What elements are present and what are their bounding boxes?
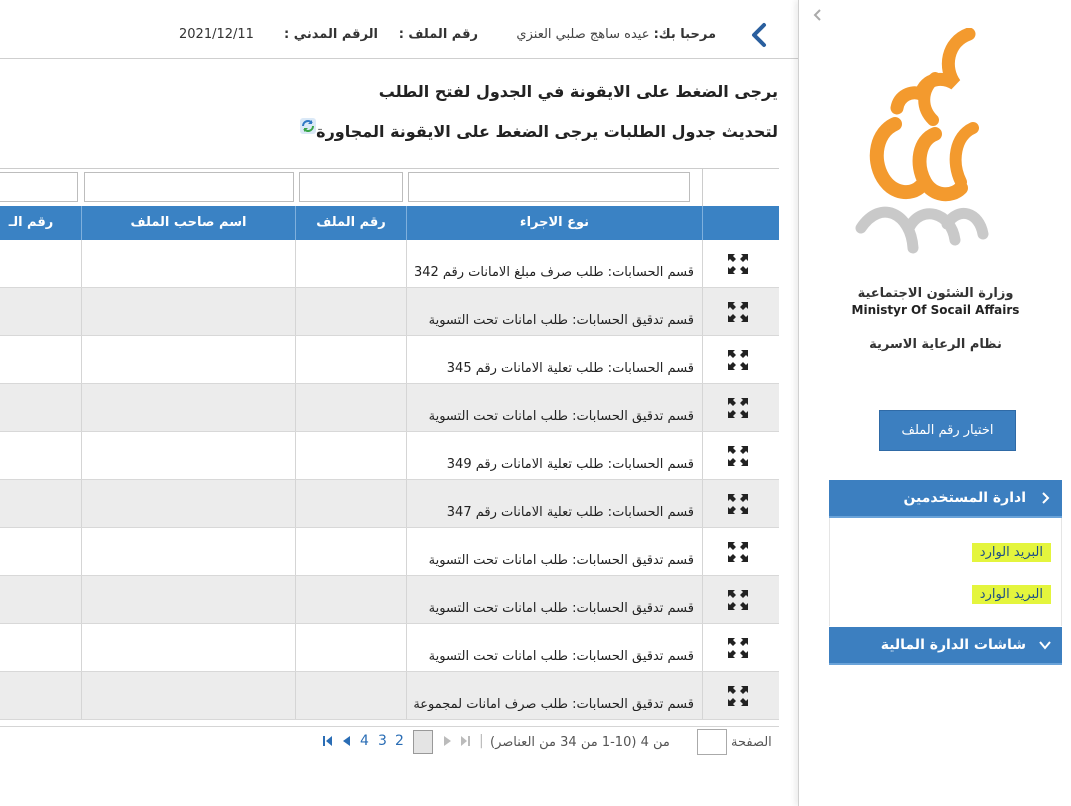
cell-file-number (295, 240, 406, 287)
open-request-instruction: يرجى الضغط على الايقونة في الجدول لفتح الطلب (378, 82, 778, 101)
page-number-input[interactable] (697, 729, 727, 755)
page-link-2[interactable]: 2 (395, 733, 404, 749)
chevron-right-icon (1038, 491, 1052, 505)
chevron-down-icon (1038, 638, 1052, 652)
refresh-instruction: لتحديث جدول الطلبات يرجى الضغط على الايقونة المجاورة (316, 122, 778, 141)
expand-icon[interactable] (726, 636, 750, 660)
ministry-logo (851, 28, 991, 256)
menu-user-management-label: ادارة المستخدمين (903, 490, 1026, 506)
cell-civil-number (0, 288, 81, 335)
cell-civil-number (0, 624, 81, 671)
cell-file-number (295, 288, 406, 335)
cell-file-number (295, 480, 406, 527)
col-icon (702, 206, 779, 240)
col-civil-number[interactable]: رقم الـ (0, 206, 81, 240)
action-type-text: قسم تدقيق الحسابات: طلب أمانات تحت التسوية (428, 410, 694, 423)
cell-file-number (295, 672, 406, 719)
menu-financial-screens[interactable] (829, 627, 1062, 665)
cell-owner-name (81, 576, 295, 623)
expand-icon[interactable] (726, 300, 750, 324)
welcome-label: مرحبا بك: (653, 27, 716, 42)
expand-icon[interactable] (726, 492, 750, 516)
cell-owner-name (81, 240, 295, 287)
table-row[interactable] (0, 336, 779, 384)
cell-action-type (406, 384, 702, 431)
action-type-text: قسم الحسابات: طلب تعلية الأمانات رقم 347 (446, 506, 694, 519)
cell-file-number (295, 576, 406, 623)
requests-grid (0, 168, 779, 758)
file-number (399, 27, 478, 42)
expand-icon[interactable] (726, 396, 750, 420)
page-link-4[interactable]: 4 (360, 733, 369, 749)
col-action-type[interactable]: نوع الاجراء (406, 206, 702, 240)
action-type-text: قسم الحسابات: طلب تعلية الأمانات رقم 349 (446, 458, 694, 471)
cell-action-type (406, 240, 702, 287)
file-number-label: رقم الملف : (398, 27, 478, 42)
inbox-link-1[interactable]: البريد الوارد (972, 543, 1051, 562)
pager-divider: | (479, 733, 484, 749)
civil-number (284, 27, 378, 42)
table-row[interactable] (0, 240, 779, 288)
cell-action-type (406, 336, 702, 383)
cell-civil-number (0, 672, 81, 719)
expand-icon[interactable] (726, 588, 750, 612)
refresh-icon[interactable] (299, 117, 317, 135)
action-type-text: قسم تدقيق الحسابات: طلب أمانات تحت التسوية (428, 554, 694, 567)
col-file-number[interactable]: رقم الملف (295, 206, 406, 240)
system-name: نظام الرعاية الاسرية (869, 337, 1002, 352)
user-info-bar (0, 10, 798, 59)
cell-action-type (406, 672, 702, 719)
page-count-text: من 4 (10-1 من 34 من العناصر) (490, 735, 670, 750)
welcome-user (516, 27, 716, 42)
cell-civil-number (0, 240, 81, 287)
page-label: الصفحة (731, 735, 772, 750)
inbox-link-2[interactable]: البريد الوارد (972, 585, 1051, 604)
filter-row (0, 168, 779, 208)
expand-icon[interactable] (726, 540, 750, 564)
action-type-text: قسم تدقيق الحسابات: طلب صرف امانات لمجموعة (413, 698, 694, 711)
cell-action-type (406, 432, 702, 479)
next-page-icon[interactable] (441, 735, 453, 747)
table-row[interactable] (0, 576, 779, 624)
last-page-icon[interactable] (459, 735, 471, 747)
filter-separator (702, 169, 703, 207)
chevron-left-icon[interactable] (746, 22, 772, 48)
cell-action-type (406, 576, 702, 623)
expand-icon[interactable] (726, 684, 750, 708)
table-row[interactable] (0, 432, 779, 480)
sidebar (798, 0, 1071, 806)
cell-civil-number (0, 480, 81, 527)
filter-file-number[interactable] (299, 172, 403, 202)
action-type-text: قسم الحسابات: طلب صرف مبلغ الامانات رقم 342 (413, 266, 694, 279)
table-row[interactable] (0, 288, 779, 336)
col-owner-name[interactable]: اسم صاحب الملف (81, 206, 295, 240)
cell-action-type (406, 624, 702, 671)
pager (0, 726, 779, 759)
current-date: 2021/12/11 (179, 27, 254, 42)
cell-owner-name (81, 672, 295, 719)
cell-file-number (295, 384, 406, 431)
table-row[interactable] (0, 528, 779, 576)
action-type-text: قسم تدقيق الحسابات: طلب أمانات تحت التسوية (428, 650, 694, 663)
cell-owner-name (81, 480, 295, 527)
cell-owner-name (81, 432, 295, 479)
chevron-left-icon[interactable] (811, 8, 825, 22)
table-row[interactable] (0, 384, 779, 432)
cell-action-type (406, 288, 702, 335)
table-header (0, 206, 779, 240)
filter-owner-name[interactable] (84, 172, 294, 202)
table-row[interactable] (0, 480, 779, 528)
cell-file-number (295, 528, 406, 575)
table-row[interactable] (0, 624, 779, 672)
ministry-name-arabic: وزارة الشئون الاجتماعية (857, 286, 1014, 301)
cell-file-number (295, 432, 406, 479)
cell-civil-number (0, 432, 81, 479)
action-type-text: قسم الحسابات: طلب تعلية الأمانات رقم 345 (446, 362, 694, 375)
user-name: عيده ساهج صلبي العنزي (516, 27, 650, 42)
cell-owner-name (81, 384, 295, 431)
filter-civil-number[interactable] (0, 172, 78, 202)
filter-action-type[interactable] (408, 172, 690, 202)
cell-owner-name (81, 624, 295, 671)
cell-file-number (295, 624, 406, 671)
cell-civil-number (0, 384, 81, 431)
cell-action-type (406, 528, 702, 575)
cell-file-number (295, 336, 406, 383)
cell-owner-name (81, 336, 295, 383)
cell-action-type (406, 480, 702, 527)
previous-page-icon[interactable] (341, 735, 353, 747)
expand-icon[interactable] (726, 348, 750, 372)
ministry-name-english: Ministyr Of Socail Affairs (851, 303, 1020, 317)
cell-civil-number (0, 576, 81, 623)
first-page-icon[interactable] (322, 735, 334, 747)
menu-user-management[interactable] (829, 480, 1062, 518)
action-type-text: قسم تدقيق الحسابات: طلب أمانات تحت التسوية (428, 602, 694, 615)
action-type-text: قسم تدقيق الحسابات: طلب أمانات تحت التسوية (428, 314, 694, 327)
current-page-box[interactable] (413, 730, 433, 754)
expand-icon[interactable] (726, 444, 750, 468)
user-management-submenu (829, 518, 1062, 626)
cell-owner-name (81, 288, 295, 335)
expand-icon[interactable] (726, 252, 750, 276)
table-row[interactable] (0, 672, 779, 720)
cell-civil-number (0, 528, 81, 575)
civil-number-label: الرقم المدني : (284, 27, 378, 42)
menu-financial-screens-label: شاشات الدارة المالية (880, 637, 1026, 653)
cell-civil-number (0, 336, 81, 383)
select-file-number-button[interactable]: اختيار رقم الملف (879, 410, 1016, 451)
cell-owner-name (81, 528, 295, 575)
page-link-3[interactable]: 3 (378, 733, 387, 749)
